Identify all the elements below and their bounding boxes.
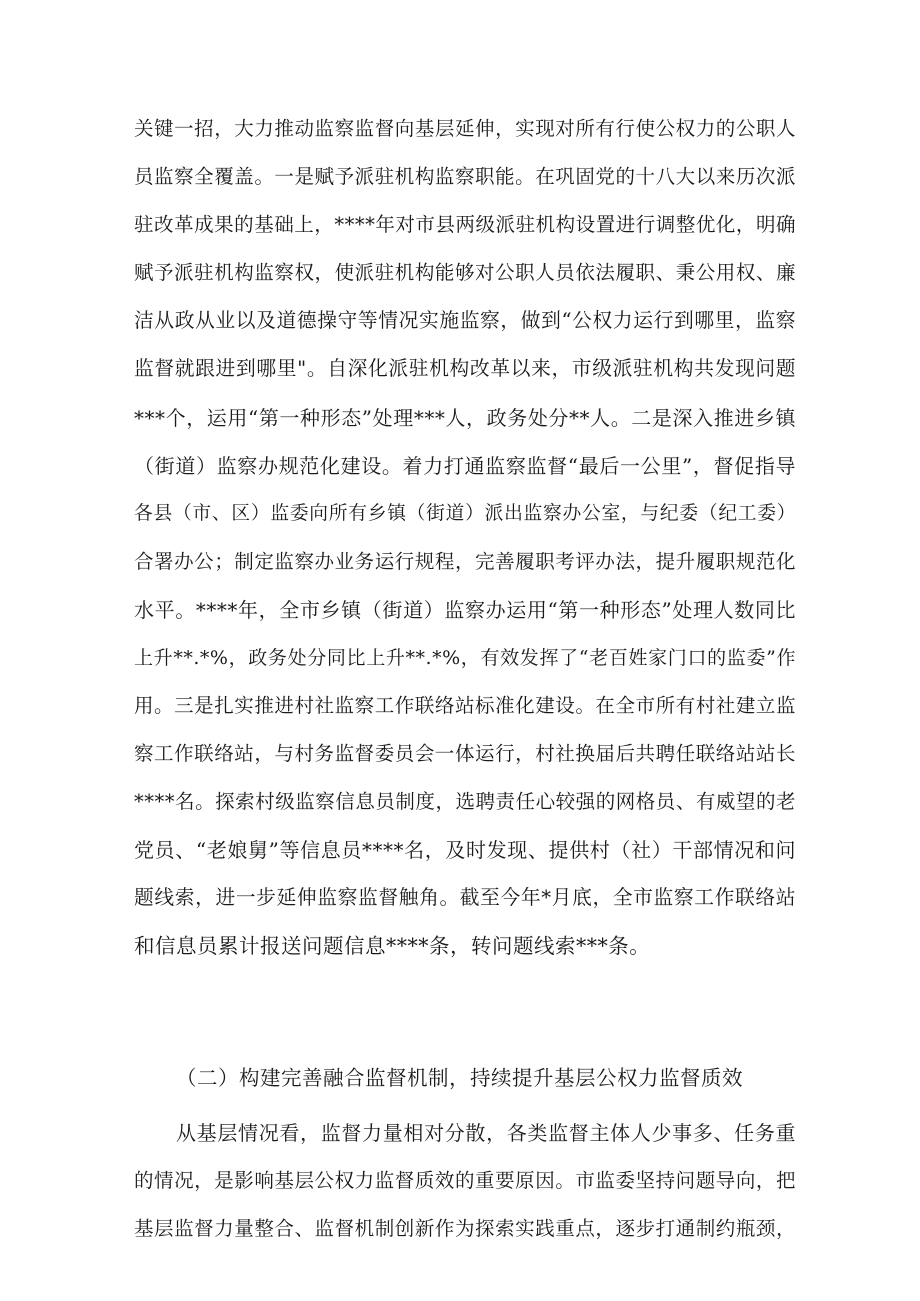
text-line: ****名。探索村级监察信息员制度，选聘责任心较强的网格员、有威望的老 bbox=[134, 790, 796, 813]
text-line: 洁从政从业以及道德操守等情况实施监察，做到“公权力运行到哪里，监察 bbox=[134, 309, 796, 332]
text-line: 水平。****年，全市乡镇（街道）监察办运用“第一种形态”处理人数同比 bbox=[134, 598, 796, 622]
text-line: 基层监督力量整合、监督机制创新作为探索实践重点，逐步打通制约瓶颈， bbox=[134, 1217, 796, 1240]
text-line: 从基层情况看，监督力量相对分散，各类监督主体人少事多、任务重 bbox=[176, 1121, 796, 1145]
text-line: （街道）监察办规范化建设。着力打通监察监督“最后一公里”，督促指导 bbox=[134, 454, 796, 478]
section-heading: （二）构建完善融合监督机制，持续提升基层公权力监督质效 bbox=[176, 1066, 743, 1090]
text-line: 用。三是扎实推进村社监察工作联络站标准化建设。在全市所有村社建立监 bbox=[134, 694, 796, 717]
text-line: 员监察全覆盖。一是赋予派驻机构监察职能。在巩固党的十八大以来历次派 bbox=[134, 165, 796, 188]
text-line: 驻改革成果的基础上，****年对市县两级派驻机构设置进行调整优化，明确 bbox=[134, 213, 796, 236]
text-line: 监督就跟进到哪里"。自深化派驻机构改革以来，市级派驻机构共发现问题 bbox=[134, 357, 796, 380]
text-line: 关键一招，大力推动监察监督向基层延伸，实现对所有行使公权力的公职人 bbox=[134, 117, 796, 140]
text-line: ***个，运用“第一种形态”处理***人，政务处分**人。二是深入推进乡镇 bbox=[134, 406, 796, 430]
text-line: 上升**.*%，政务处分同比上升**.*%，有效发挥了“老百姓家门口的监委”作 bbox=[134, 647, 796, 669]
text-line: 察工作联络站，与村务监督委员会一体运行，村社换届后共聘任联络站站长 bbox=[134, 742, 796, 765]
text-line: 党员、“老娘舅”等信息员****名，及时发现、提供村（社）干部情况和问 bbox=[134, 838, 796, 862]
text-line: 题线索，进一步延伸监察监督触角。截至今年*月底，全市监察工作联络站 bbox=[134, 886, 796, 909]
text-line: 赋予派驻机构监察权，使派驻机构能够对公职人员依法履职、秉公用权、廉 bbox=[134, 261, 796, 284]
text-line: 和信息员累计报送问题信息****条，转问题线索***条。 bbox=[134, 934, 651, 958]
text-line: 各县（市、区）监委向所有乡镇（街道）派出监察办公室，与纪委（纪工委） bbox=[134, 503, 796, 524]
text-line: 合署办公；制定监察办业务运行规程，完善履职考评办法，提升履职规范化 bbox=[134, 550, 796, 573]
text-line: 的情况，是影响基层公权力监督质效的重要原因。市监委坚持问题导向，把 bbox=[134, 1169, 796, 1192]
